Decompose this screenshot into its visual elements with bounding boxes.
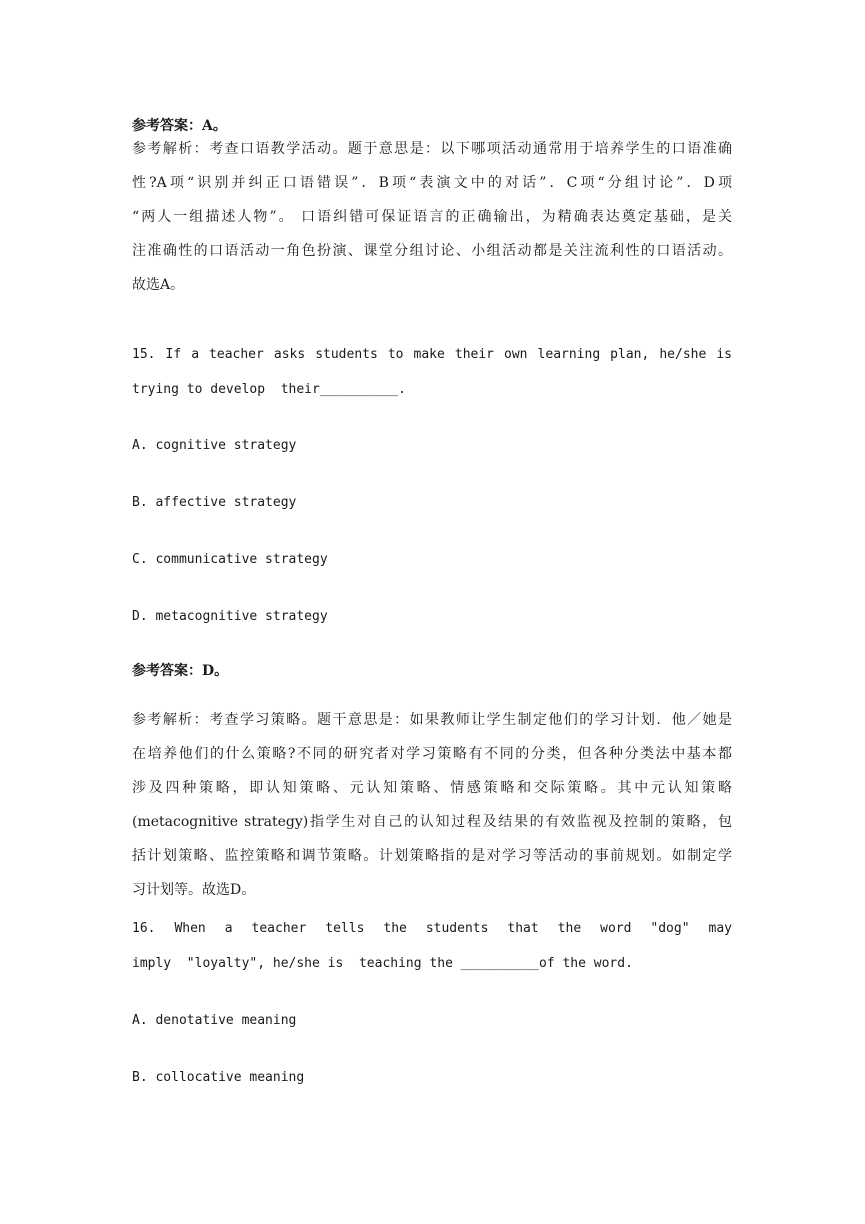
q14-analysis-line: 性?A项“识别并纠正口语错误”．B项“表演文中的对话”．C项“分组讨论”．D项 xyxy=(132,175,732,191)
q15-option-a: A. cognitive strategy xyxy=(132,438,297,453)
q15-stem-line: 15. If a teacher asks students to make their own learning plan, he/she is xyxy=(132,347,732,362)
q15-analysis-line: 习计划等。故选D。 xyxy=(132,882,256,898)
q15-analysis-line: 括计划策略、监控策略和调节策略。计划策略指的是对学习等活动的事前规划。如制定学 xyxy=(132,848,732,864)
q14-analysis-line: 故选A。 xyxy=(132,277,185,293)
q15-option-b: B. affective strategy xyxy=(132,495,297,510)
q15-stem-line: trying to develop their__________. xyxy=(132,382,406,397)
q16-option-a: A. denotative meaning xyxy=(132,1013,297,1028)
q14-answer: 参考答案：A。 xyxy=(132,118,227,134)
q16-stem xyxy=(132,911,732,981)
q14-analysis-line: 参考解析：考查口语教学活动。题于意思是：以下哪项活动通常用于培养学生的口语准确 xyxy=(132,141,732,157)
q15-answer: 参考答案：D。 xyxy=(132,663,229,679)
q16-stem-line: imply "loyalty", he/she is teaching the __________of the word. xyxy=(132,956,633,971)
q15-option-d: D. metacognitive strategy xyxy=(132,609,328,624)
q15-stem xyxy=(132,337,732,407)
q15-analysis-line: 在培养他们的什么策略?不同的研究者对学习策略有不同的分类，但各种分类法中基本都 xyxy=(132,746,732,762)
q15-analysis-line: (metacognitive strategy)指学生对自己的认知过程及结果的有效监视及控制的策略，包 xyxy=(132,814,732,830)
q15-analysis xyxy=(132,703,732,907)
q15-analysis-line: 参考解析：考查学习策略。题干意思是：如果教师让学生制定他们的学习计划．他／她是 xyxy=(132,712,732,728)
q16-stem-line: 16. When a teacher tells the students that the word "dog" may xyxy=(132,921,732,936)
q14-analysis xyxy=(132,132,732,302)
q15-option-c: C. communicative strategy xyxy=(132,552,328,567)
q15-analysis-line: 涉及四种策略，即认知策略、元认知策略、情感策略和交际策略。其中元认知策略 xyxy=(132,780,732,796)
q14-analysis-line: 注准确性的口语活动一角色扮演、课堂分组讨论、小组活动都是关注流利性的口语活动。 xyxy=(132,243,732,259)
q16-option-b: B. collocative meaning xyxy=(132,1070,305,1085)
q14-analysis-line: “两人一组描述人物”。 口语纠错可保证语言的正确输出，为精确表达奠定基础，是关 xyxy=(132,209,732,225)
